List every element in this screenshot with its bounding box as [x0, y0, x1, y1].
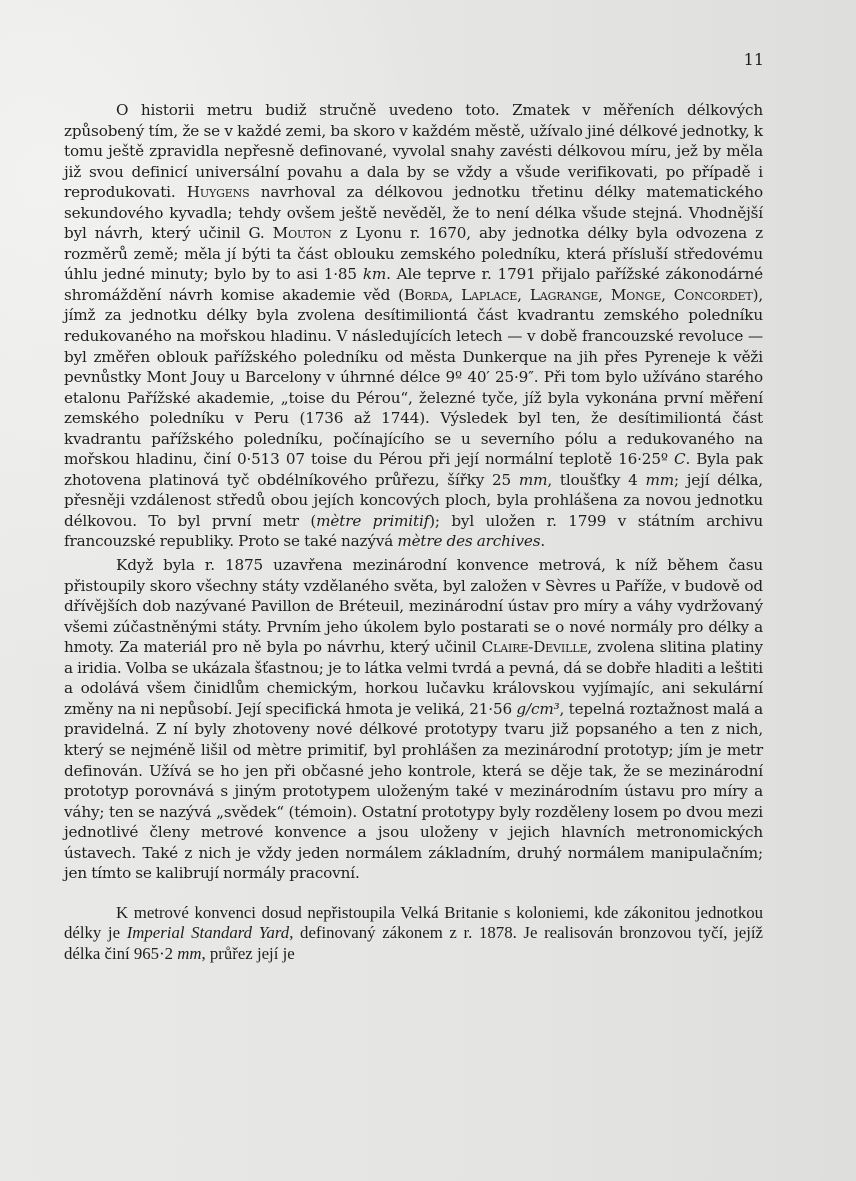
- name-laplace: Laplace: [461, 285, 518, 304]
- text-run: , tepelná roztažnost malá a pravidelná. Z ní byly zhotoveny nové délkové prototypy tvaru již popsaného a ten z nich, který se nejméně lišil od mètre primitif, byl prohlášen za mezinárodní prototyp; jím je metr definován. Užívá se ho jen při občasné jeho kontrole, která se děje tak, že se mezinárodní prototyp porovnává s jiným prototypem uloženým také v mezinárodním ústavu pro míry a váhy; ten se nazývá „svědek“ (témoin). Ostatní prototypy byly rozděleny losem po dvou mezi jednotlivé členy metrové konvence a jsou uloženy v jejich hlavních metronomických ústavech. Také z nich je vždy jeden normálem základním, druhý normálem manipulačním; jen tímto se kalibrují normály pracovní.: [64, 699, 763, 883]
- unit-mm: mm: [177, 943, 202, 963]
- name-claire-deville: Claire-Deville: [481, 638, 588, 657]
- text-run: , tloušťky 4: [547, 470, 646, 489]
- unit-km: km: [362, 265, 387, 284]
- body-text: [64, 100, 763, 964]
- unit-mm: mm: [518, 470, 548, 489]
- page-number: 11: [743, 50, 764, 69]
- name-lagrange: Lagrange: [529, 285, 599, 304]
- term-imperial-standard-yard: Imperial Standard Yard: [126, 923, 290, 943]
- paragraph-imperial-yard: [64, 903, 763, 965]
- text-run: ,: [661, 285, 674, 304]
- text-run: K metrové konvenci dosud nepřistoupila Velká Britanie s koloniemi, kde zákonitou jednotkou délky je: [64, 902, 763, 943]
- unit-celsius: C: [673, 450, 686, 469]
- name-borda: Borda: [403, 285, 449, 304]
- text-run: , definovaný zákonem z r. 1878. Je realisován bronzovou tyčí, jejíž délka činí 965·2: [64, 923, 763, 963]
- text-run: . Ale teprve r. 1791 přijalo pařížské zákonodárné shromáždění návrh komise akademie věd (: [64, 265, 763, 304]
- unit-mm: mm: [645, 470, 674, 489]
- text-run: .: [540, 532, 546, 551]
- name-concordet: Concordet: [673, 285, 753, 304]
- text-run: ,: [598, 285, 611, 304]
- paragraph-metre-convention: [64, 555, 763, 884]
- text-run: ); byl uložen r. 1799 v státním archivu francouzské republiky. Proto se také nazývá: [64, 511, 763, 551]
- text-run: O historii metru budiž stručně uvedeno toto. Zmatek v měřeních délkových způsobený tím, že se v každé zemi, ba skoro v každém městě, užívalo jiné délkové jednotky, k tomu ještě zpravidla nepřesně definované, vyvolal snahy zavésti délkovou míru, jež by měla již svou definicí universální povahu a dala by se vždy a všude verifikovati, po případě i reprodukovati.: [64, 101, 763, 202]
- paragraph-metre-history: [64, 100, 763, 552]
- name-huygens: Huygens: [186, 183, 250, 202]
- text-run: . Byla pak zhotovena platinová tyč obdélníkového průřezu, šířky 25: [64, 450, 763, 489]
- term-metre-des-archives: mètre des archives: [397, 532, 541, 551]
- name-monge: Monge: [610, 285, 662, 304]
- text-run: , průřez její je: [201, 943, 295, 963]
- text-run: ), jímž za jednotku délky byla zvolena desítimiliontá část kvadrantu zemského poledníku redukovaného na mořskou hladinu. V následujících letech — v době francouzské revoluce — byl změřen oblouk pařížského poledníku od města Dunkerque na jih přes Pyreneje k věži pevnůstky Mont Jouy u Barcelony v úhrnné délce 9º 40′ 25·9″. Při tom bylo užíváno starého etalonu Pařížské akademie, „toise du Pérou“, železné tyče, jíž byla vykonána první měření zemského poledníku v Peru (1736 až 1744). Výsledek byl ten, že desítimiliontá část kvadrantu pařížského poledníku, počínajícího se u severního pólu a redukovaného na mořskou hladinu, činí 0·513 07 toise du Pérou při její normální teplotě 16·25º: [64, 285, 764, 469]
- text-run: ; její délka, přesněji vzdálenost středů obou jejích koncových ploch, byla prohlášena za novou jednotku délkovou. To byl první metr (: [64, 470, 763, 530]
- term-metre-primitif: mètre primitif: [316, 511, 430, 530]
- text-run: , zvolena slitina platiny a iridia. Volba se ukázala šťastnou; je to látka velmi tvrdá a pevná, dá se dobře hladiti a leštiti a odolává všem činidlům chemickým, horkou lučavku královskou vyjímajíc, ani sekulární změny na ni nepůsobí. Její specifická hmota je veliká, 21·56: [64, 638, 763, 718]
- unit-g-cm3: g/cm³: [516, 699, 560, 718]
- text-run: navrhoval za délkovou jednotku třetinu délky matematického sekundového kyvadla; tehdy ovšem ještě nevěděl, že to není délka všude stejná. Vhodnější byl návrh, který učinil G.: [64, 183, 763, 243]
- text-run: z Lyonu r. 1670, aby jednotka délky byla odvozena z rozměrů země; měla jí býti ta část oblouku zemského poledníku, která přísluší středovému úhlu jedné minuty; bylo by to asi 1·85: [64, 224, 763, 284]
- text-run: ,: [448, 285, 462, 304]
- name-mouton: Mouton: [272, 224, 332, 243]
- text-run: Když byla r. 1875 uzavřena mezinárodní konvence metrová, k níž během času přistoupily skoro všechny státy vzdělaného světa, byl založen v Sèvres u Paříže, v budově od dřívějších dob nazývané Pavillon de Bréteuil, mezinárodní ústav pro míry a váhy vydržovaný všemi zúčastněnými státy. Prvním jeho úkolem bylo postarati se o nové normály pro délky a hmoty. Za materiál pro ně byla po návrhu, který učinil: [64, 556, 763, 657]
- text-run: ,: [517, 285, 530, 304]
